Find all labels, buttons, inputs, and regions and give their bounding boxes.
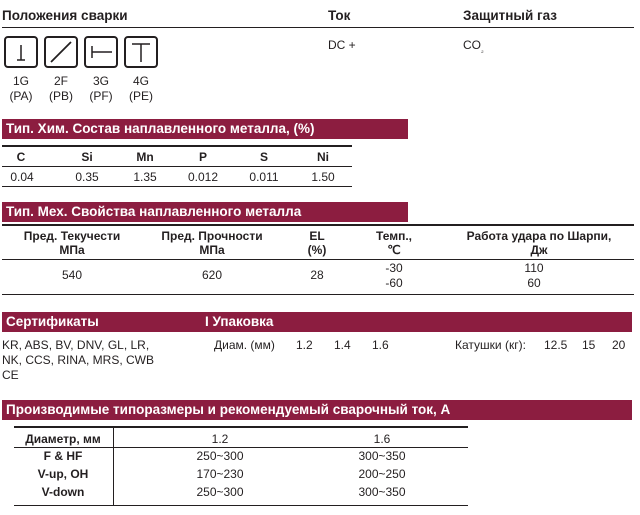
pack-diam-label: Диам. (мм) — [214, 338, 275, 352]
sizes-mid-rule — [14, 447, 468, 448]
sizes-row-label: F & HF — [43, 449, 83, 463]
sizes-label-divider — [113, 427, 114, 505]
chem-value-ni: 1.50 — [311, 170, 335, 184]
header-divider — [2, 27, 634, 28]
welding-positions-title: Положения сварки — [2, 8, 128, 23]
mech-value-tensile: 620 — [201, 268, 223, 282]
cert-title: Сертификаты — [6, 314, 99, 329]
position-label-4g: 4G (PE) — [129, 74, 153, 103]
shielding-gas-title: Защитный газ — [463, 8, 558, 23]
sizes-top-rule — [14, 426, 468, 428]
sizes-section-header: Производимые типоразмеры и рекомендуемый сварочный ток, А — [2, 400, 632, 420]
cert-list: KR, ABS, BV, DNV, GL, LR, NK, CCS, RINA, MRS, CWB CE — [2, 338, 155, 382]
chem-value-mn: 1.35 — [133, 170, 157, 184]
position-label-2f: 2F (PB) — [49, 74, 73, 103]
mech-header-elongation: EL (%) — [307, 229, 327, 257]
chem-header-si: Si — [81, 150, 93, 164]
sizes-row-value: 300~350 — [358, 485, 406, 499]
sizes-row-label: V-down — [41, 485, 85, 499]
chem-top-rule — [2, 145, 352, 147]
mech-section-header: Тип. Мех. Свойства наплавленного металла — [2, 202, 408, 222]
mech-mid-rule — [2, 259, 634, 260]
mech-header-temp: Темп., ℃ — [375, 229, 413, 257]
chem-value-si: 0.35 — [75, 170, 99, 184]
mech-value-temp: -30 -60 — [385, 261, 403, 290]
pack-coil-1: 12.5 — [544, 338, 568, 352]
mech-header-yield: Пред. Текучести МПа — [23, 229, 121, 257]
mech-header-tensile: Пред. Прочности МПа — [161, 229, 263, 257]
vertical-up-icon — [84, 36, 118, 68]
horizontal-fillet-icon — [44, 36, 78, 68]
chem-header-p: P — [198, 150, 207, 164]
pack-coil-2: 15 — [582, 338, 596, 352]
chem-value-c: 0.04 — [10, 170, 34, 184]
chem-mid-rule — [2, 166, 352, 167]
mech-header-impact: Работа удара по Шарпи, Дж — [466, 229, 612, 257]
pack-title: I Упаковка — [205, 314, 274, 329]
chem-header-ni: Ni — [317, 150, 329, 164]
pack-diam-3: 1.6 — [372, 338, 389, 352]
sizes-diam-label: Диаметр, мм — [25, 432, 101, 446]
overhead-position-icon — [124, 36, 158, 68]
pack-diam-2: 1.4 — [334, 338, 351, 352]
position-label-3g: 3G (PF) — [89, 74, 113, 103]
sizes-diam-1: 1.2 — [211, 432, 229, 446]
position-label-1g: 1G (PA) — [9, 74, 33, 103]
sizes-row-value: 250~300 — [196, 485, 244, 499]
chem-header-mn: Mn — [136, 150, 154, 164]
sizes-row-label: V-up, OH — [37, 467, 89, 481]
current-value: DC + — [328, 38, 356, 52]
chem-header-c: C — [16, 150, 26, 164]
sizes-row-value: 200~250 — [358, 467, 406, 481]
sizes-row-value: 250~300 — [196, 449, 244, 463]
sizes-diam-2: 1.6 — [373, 432, 391, 446]
sizes-row-value: 300~350 — [358, 449, 406, 463]
flat-position-icon — [4, 36, 38, 68]
mech-value-yield: 540 — [61, 268, 83, 282]
chem-value-s: 0.011 — [249, 170, 279, 184]
chem-bottom-rule — [2, 186, 352, 187]
chem-header-s: S — [259, 150, 268, 164]
mech-value-impact: 110 60 — [524, 261, 544, 290]
chem-value-p: 0.012 — [187, 170, 219, 184]
gas-value: $CO_{_2}$ — [463, 38, 484, 55]
pack-coil-label: Катушки (кг): — [455, 338, 526, 352]
chem-section-header: Тип. Хим. Состав наплавленного металла, (%) — [2, 119, 408, 139]
mech-value-elongation: 28 — [310, 268, 324, 282]
current-title: Ток — [328, 8, 351, 23]
sizes-bottom-rule — [14, 505, 468, 506]
cert-pack-section-header — [2, 312, 632, 332]
pack-diam-1: 1.2 — [296, 338, 313, 352]
mech-bottom-rule — [2, 294, 634, 295]
pack-coil-3: 20 — [612, 338, 626, 352]
sizes-row-value: 170~230 — [196, 467, 244, 481]
mech-top-rule — [2, 224, 634, 226]
